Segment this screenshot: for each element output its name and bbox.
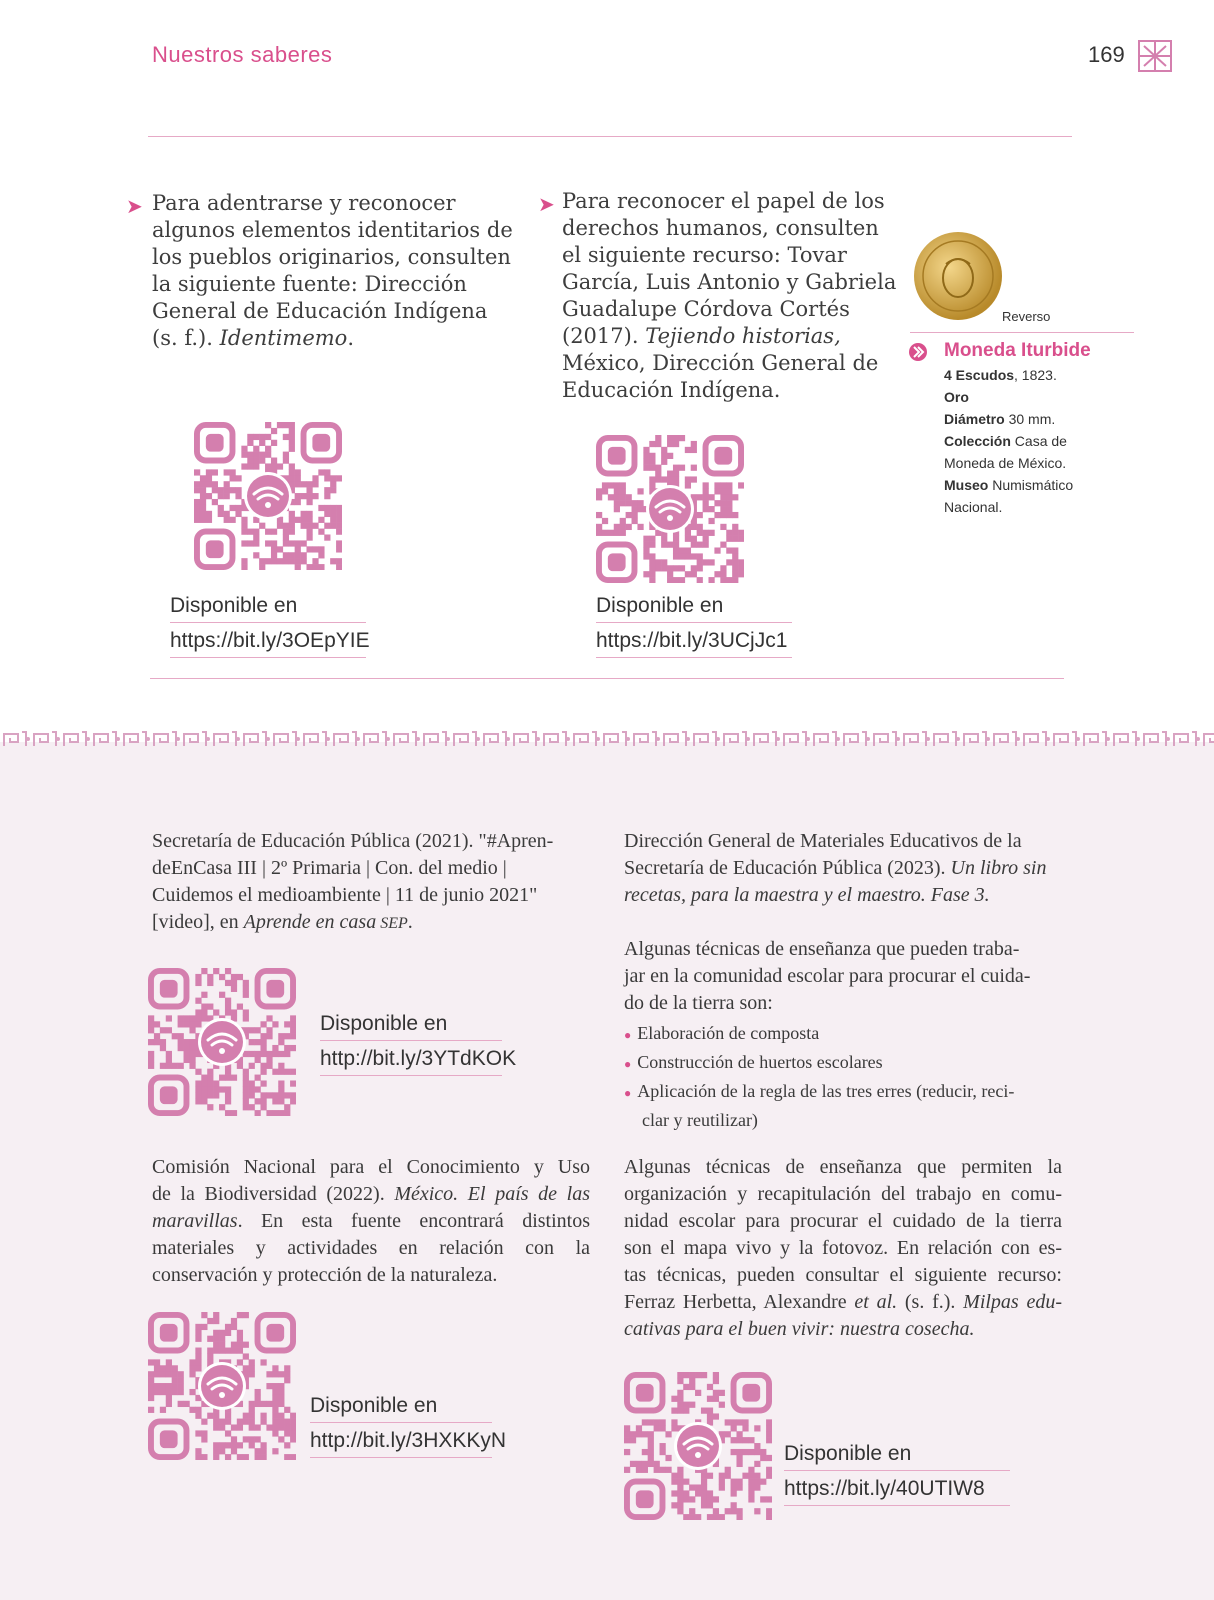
coin-image [912, 230, 1004, 322]
bullet-icon: ● [624, 1057, 632, 1071]
url-link[interactable]: http://bit.ly/3YTdKOK [320, 1047, 502, 1076]
decorative-border [0, 728, 1214, 750]
url-link[interactable]: https://bit.ly/40UTIW8 [784, 1477, 1010, 1506]
resource-tejiendo: Para reconocer el papel de los derechos humanos, consulten el siguiente recurso: Tovar García, Luis Antonio y Gabriela Guadalupe Córdova Cortés (2017). Tejiendo historias, México, Dirección General de Educación Indígena. [562, 189, 897, 402]
qr-code-aprende[interactable] [148, 968, 296, 1116]
coin-caption: Moneda Iturbide 4 Escudos, 1823. Oro Diámetro 30 mm. Colección Casa de Moneda de México. Museo Numismático Nacional. [944, 338, 1144, 518]
reference-conabio: Comisión Nacional para el Conocimiento y Uso de la Biodiversidad (2022). México. El país de las maravillas. En esta fuente encontrará distintos materiales y actividades en relación con la conservación y protección de la naturaleza. [152, 1156, 590, 1286]
url-link[interactable]: http://bit.ly/3HXKKyN [310, 1429, 492, 1458]
availability-milpas: Disponible en https://bit.ly/40UTIW8 [784, 1442, 1010, 1512]
availability-identimemo: Disponible en https://bit.ly/3OEpYIE [170, 594, 366, 664]
list-item: ● Construcción de huertos escolares [624, 1052, 883, 1072]
mid-divider [150, 678, 1064, 679]
coin-divider [910, 332, 1134, 333]
list-item: ● Elaboración de composta [624, 1023, 820, 1043]
reference-milpas: Algunas técnicas de enseñanza que permiten la organización y recapitulación del trabajo en comu- nidad escolar para procurar el cuidado de la tierra son el mapa vivo y la fotovoz. En relación con es- tas técnicas, pueden consultar el siguiente recurso: Ferraz Herbetta, Alexandre et al. (s. f.). Milpas edu- cativas para el buen vivir: nuestra cosecha. [624, 1156, 1063, 1340]
chevron-icon: ➤ [538, 192, 555, 216]
section-title: Nuestros saberes [152, 42, 333, 67]
ornament-icon [1136, 38, 1174, 74]
chevron-icon: ➤ [126, 194, 143, 218]
qr-code-identimemo[interactable] [194, 422, 342, 570]
coin-side-label: Reverso [1002, 309, 1051, 324]
bullet-icon: ● [624, 1086, 632, 1100]
resource-identimemo: Para adentrarse y reconocer algunos elementos identitarios de los pueblos originarios, consulten la siguiente fuente: Dirección General de Educación Indígena (s. f.). Identimemo. [152, 191, 513, 350]
coin-name: Moneda Iturbide [944, 340, 1091, 361]
bullet-icon: ● [624, 1028, 632, 1042]
availability-conabio: Disponible en http://bit.ly/3HXKKyN [310, 1394, 492, 1464]
double-chevron-icon [908, 342, 928, 362]
availability-tejiendo: Disponible en https://bit.ly/3UCjJc1 [596, 594, 792, 664]
qr-code-conabio[interactable] [148, 1312, 296, 1460]
url-link[interactable]: https://bit.ly/3OEpYIE [170, 629, 366, 658]
availability-aprende: Disponible en http://bit.ly/3YTdKOK [320, 1012, 502, 1082]
qr-code-milpas[interactable] [624, 1372, 772, 1520]
techniques-paragraph: Algunas técnicas de enseñanza que pueden traba- jar en la comunidad escolar para procurar el cuida- do de la tierra son: [624, 938, 1031, 1014]
page-number: 169 [1088, 42, 1125, 67]
qr-code-tejiendo[interactable] [596, 435, 744, 583]
reference-libro-sin-recetas: Dirección General de Materiales Educativos de la Secretaría de Educación Pública (2023). Un libro sin recetas, para la maestra y el maestro. Fase 3. [624, 830, 1047, 906]
reference-aprende-en-casa: Secretaría de Educación Pública (2021). "#Apren- deEnCasa III | 2º Primaria | Con. del medio | Cuidemos el medioambiente | 11 de junio 2021" [video], en Aprende en casa SEP. [152, 830, 554, 933]
url-link[interactable]: https://bit.ly/3UCjJc1 [596, 629, 792, 658]
top-divider [148, 136, 1072, 137]
techniques-list: ● Elaboración de composta ● Construcción de huertos escolares ● Aplicación de la regla de las tres erres (reducir, reci- clar y reutilizar) [624, 1020, 1064, 1134]
list-item: ● Aplicación de la regla de las tres erres (reducir, reci- [624, 1081, 1015, 1101]
